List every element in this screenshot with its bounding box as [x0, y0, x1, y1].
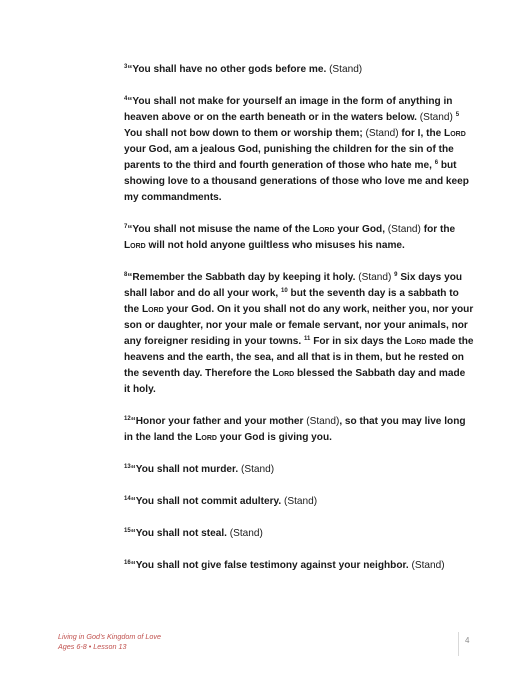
stand-cue: (Stand): [355, 272, 395, 283]
verse-number: 7: [124, 224, 128, 230]
verse-8: [124, 270, 474, 398]
verse-number: 8: [124, 272, 128, 278]
verse-text: “You shall not give false testimony against your neighbor.: [130, 560, 409, 571]
stand-cue: (Stand): [416, 112, 456, 123]
verse-4: [124, 94, 474, 206]
verse-text: Lord: [141, 304, 164, 315]
verse-text: Lord: [404, 336, 427, 347]
stand-cue: (Stand): [385, 224, 424, 235]
verse-text: “You shall not steal.: [130, 528, 227, 539]
verse-text: “Honor your father and your mother: [130, 416, 304, 427]
stand-cue: (Stand): [303, 416, 340, 427]
verse-number: 4: [124, 96, 128, 102]
verse-text: but the seventh day is a sabbath to the: [124, 288, 459, 315]
verse-3: [124, 62, 474, 78]
verse-text: You shall not bow down to them or worship them;: [124, 128, 363, 139]
commandments-text: [124, 62, 474, 590]
verse-text: “You shall not make for yourself an image in the form of anything in heaven above or on the earth beneath or in the waters below.: [124, 96, 453, 123]
verse-text: , so that you may live long in the land the: [124, 416, 466, 443]
verse-text: your God is giving you.: [216, 432, 332, 443]
verse-text: Lord: [444, 128, 466, 139]
verse-number: 15: [124, 528, 131, 534]
verse-text: for the: [423, 224, 456, 235]
verse-number: 12: [124, 416, 131, 422]
verse-text: your God,: [334, 224, 385, 235]
verse-text: “You shall not commit adultery.: [130, 496, 282, 507]
verse-14: [124, 494, 474, 510]
verse-text: Lord: [124, 240, 146, 251]
verse-text: “You shall have no other gods before me.: [127, 64, 327, 75]
footer-subtitle: Ages 6-8 • Lesson 13: [58, 641, 127, 651]
verse-text: blessed the Sabbath day and made it holy.: [124, 368, 466, 395]
verse-number: 3: [124, 64, 128, 70]
page-footer: [58, 632, 478, 658]
verse-text: but showing love to a thousand generations of those who love me and keep my commandments.: [124, 160, 469, 203]
verse-text: will not hold anyone guiltless who misuses his name.: [145, 240, 405, 251]
verse-number: 10: [281, 288, 288, 294]
verse-text: Six days you shall labor and do all your work,: [124, 272, 463, 299]
verse-number: 13: [124, 464, 131, 470]
verse-7: [124, 222, 474, 254]
footer-divider: [458, 632, 459, 656]
verse-text: “Remember the Sabbath day by keeping it holy.: [127, 272, 356, 283]
verse-12: [124, 414, 474, 446]
verse-number: 6: [434, 160, 439, 166]
stand-cue: (Stand): [362, 128, 402, 139]
verse-13: [124, 462, 474, 478]
verse-text: “You shall not misuse the name of the: [127, 224, 313, 235]
verse-text: Lord: [312, 224, 335, 235]
verse-number: 14: [124, 496, 131, 502]
stand-cue: (Stand): [226, 528, 263, 539]
verse-text: For in six days the: [310, 336, 405, 347]
verse-text: “You shall not murder.: [130, 464, 239, 475]
verse-text: your God, am a jealous God, punishing the children for the sin of the parents to the third and fourth generation of those who hate me,: [124, 144, 454, 171]
stand-cue: (Stand): [281, 496, 318, 507]
stand-cue: (Stand): [238, 464, 275, 475]
verse-number: 5: [455, 112, 460, 118]
verse-text: made the heavens and the earth, the sea, and all that is in them, but he rested on the seventh day. Therefore the: [124, 336, 474, 379]
verse-number: 11: [304, 336, 311, 342]
page-number: 4: [465, 636, 470, 645]
stand-cue: (Stand): [326, 64, 363, 75]
verse-15: [124, 526, 474, 542]
verse-text: Lord: [272, 368, 295, 379]
verse-number: 16: [124, 560, 131, 566]
stand-cue: (Stand): [408, 560, 445, 571]
verse-text: your God. On it you shall not do any work, neither you, nor your son or daughter, nor your male or female servant, nor your animals, nor any foreigner residing in your towns.: [124, 304, 474, 347]
verse-text: for I, the: [401, 128, 445, 139]
footer-title: Living in God’s Kingdom of Love: [58, 632, 161, 641]
verse-number: 9: [394, 272, 398, 278]
verse-16: [124, 558, 474, 574]
verse-text: Lord: [195, 432, 217, 443]
